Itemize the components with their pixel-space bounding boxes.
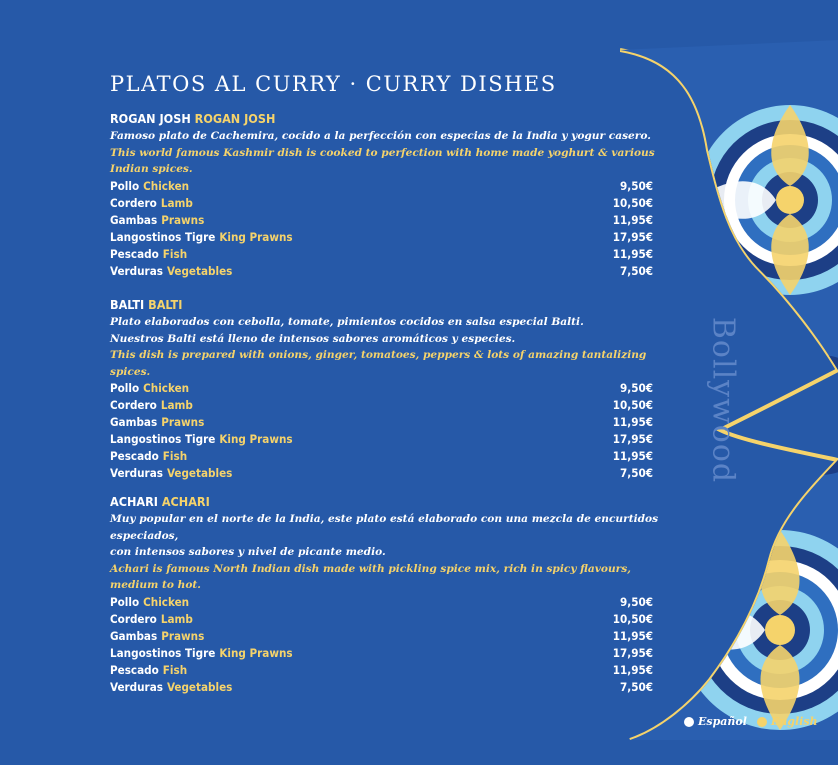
section-title [110, 297, 670, 312]
item-name-es: Pollo [110, 594, 140, 609]
section-title-es: ROGAN JOSH [110, 111, 191, 126]
item-name-es: Cordero [110, 195, 157, 210]
item-name-en: Prawns [161, 415, 205, 429]
item-name-en: Chicken [143, 594, 190, 609]
item-name-es: Gambas [110, 415, 158, 429]
item-name-es: Langostinos Tigre [110, 645, 216, 660]
item-price: 9,50€ [620, 381, 653, 395]
white-dot-icon [684, 717, 694, 727]
section-balti [110, 297, 670, 482]
item-price: 11,95€ [612, 449, 653, 463]
menu-item [110, 611, 653, 628]
item-name-en: Lamb [160, 611, 193, 626]
item-name-en: Fish [162, 246, 188, 261]
item-name-es: Verduras [110, 263, 163, 278]
item-name-en: King Prawns [219, 432, 293, 446]
brand-logo: Bollywood [705, 316, 741, 484]
item-name-es: Pescado [110, 449, 159, 463]
item-name-en: King Prawns [219, 645, 293, 660]
menu-item [110, 397, 653, 414]
menu-item [110, 448, 653, 465]
menu-item [110, 628, 653, 645]
menu-item [110, 212, 653, 229]
item-price: 17,95€ [612, 229, 653, 244]
description-en: Achari is famous North Indian dish made with pickling spice mix, rich in spicy flavours, medium to hot. [110, 562, 631, 591]
legend-item-es [684, 715, 747, 728]
item-price: 11,95€ [612, 212, 653, 227]
section-title [110, 111, 670, 126]
item-price: 17,95€ [612, 645, 653, 660]
item-price: 11,95€ [612, 628, 653, 643]
section-title-en: ROGAN JOSH [194, 111, 276, 126]
item-name-es: Pescado [110, 246, 159, 261]
section-achari [110, 494, 670, 696]
item-name-en: Vegetables [166, 466, 233, 480]
description-es: Famoso plato de Cachemira, cocido a la perfección con especias de la India y yogur casero. [110, 130, 651, 142]
item-price: 9,50€ [620, 178, 653, 193]
page-title: PLATOS AL CURRY · CURRY DISHES [110, 72, 557, 96]
item-price: 10,50€ [612, 398, 653, 412]
item-name-en: Lamb [160, 398, 193, 412]
item-name-en: Prawns [161, 628, 205, 643]
menu-item [110, 679, 653, 696]
menu-item [110, 414, 653, 431]
item-price: 10,50€ [612, 611, 653, 626]
menu-item [110, 465, 653, 482]
section-title [110, 494, 670, 509]
item-name-en: Vegetables [166, 263, 233, 278]
item-name-es: Verduras [110, 466, 163, 480]
menu-item [110, 195, 653, 212]
item-name-en: Chicken [143, 178, 190, 193]
item-name-es: Gambas [110, 628, 158, 643]
item-name-es: Verduras [110, 679, 163, 694]
item-name-en: Chicken [143, 381, 190, 395]
item-name-en: King Prawns [219, 229, 293, 244]
section-rogan-josh [110, 111, 670, 280]
menu-item [110, 246, 653, 263]
description-en: This dish is prepared with onions, ginger, tomatoes, peppers & lots of amazing tantalizing spices. [110, 349, 647, 378]
item-name-es: Langostinos Tigre [110, 432, 216, 446]
description-es: Muy popular en el norte de la India, este plato está elaborado con una mezcla de encurtidos especiados, [110, 513, 659, 542]
item-name-es: Cordero [110, 398, 157, 412]
menu-item [110, 380, 653, 397]
legend-label-es: Español [698, 715, 747, 728]
item-name-en: Prawns [161, 212, 205, 227]
item-name-en: Vegetables [166, 679, 233, 694]
legend-item-en [757, 715, 818, 728]
description-en: This world famous Kashmir dish is cooked to perfection with home made yoghurt & various Indian spices. [110, 146, 655, 175]
item-name-es: Pollo [110, 178, 140, 193]
item-price: 17,95€ [612, 432, 653, 446]
item-name-es: Pollo [110, 381, 140, 395]
item-name-es: Pescado [110, 662, 159, 677]
menu-item [110, 431, 653, 448]
menu-item [110, 229, 653, 246]
item-name-en: Fish [162, 662, 188, 677]
menu-item [110, 645, 653, 662]
item-price: 10,50€ [612, 195, 653, 210]
language-legend [684, 715, 828, 728]
description-es: Nuestros Balti está lleno de intensos sabores aromáticos y especies. [110, 332, 516, 345]
item-name-en: Fish [162, 449, 188, 463]
item-name-es: Langostinos Tigre [110, 229, 216, 244]
item-name-es: Gambas [110, 212, 158, 227]
menu-item [110, 594, 653, 611]
item-price: 7,50€ [620, 263, 653, 278]
section-title-en: BALTI [148, 297, 183, 312]
description-es: con intensos sabores y nivel de picante medio. [110, 546, 386, 558]
item-price: 9,50€ [620, 594, 653, 609]
item-price: 11,95€ [612, 662, 653, 677]
item-name-en: Lamb [160, 195, 193, 210]
description-es: Plato elaborados con cebolla, tomate, pimientos cocidos en salsa especial Balti. [110, 316, 584, 328]
item-price: 11,95€ [612, 415, 653, 429]
section-title-en: ACHARI [161, 494, 210, 509]
item-name-es: Cordero [110, 611, 157, 626]
legend-label-en: English [770, 715, 818, 728]
menu-item [110, 263, 653, 280]
section-title-es: ACHARI [110, 494, 158, 509]
yellow-dot-icon [757, 717, 767, 727]
menu-item [110, 662, 653, 679]
item-price: 7,50€ [620, 466, 653, 480]
item-price: 11,95€ [612, 246, 653, 261]
item-price: 7,50€ [620, 679, 653, 694]
menu-item [110, 178, 653, 195]
section-title-es: BALTI [110, 297, 145, 312]
